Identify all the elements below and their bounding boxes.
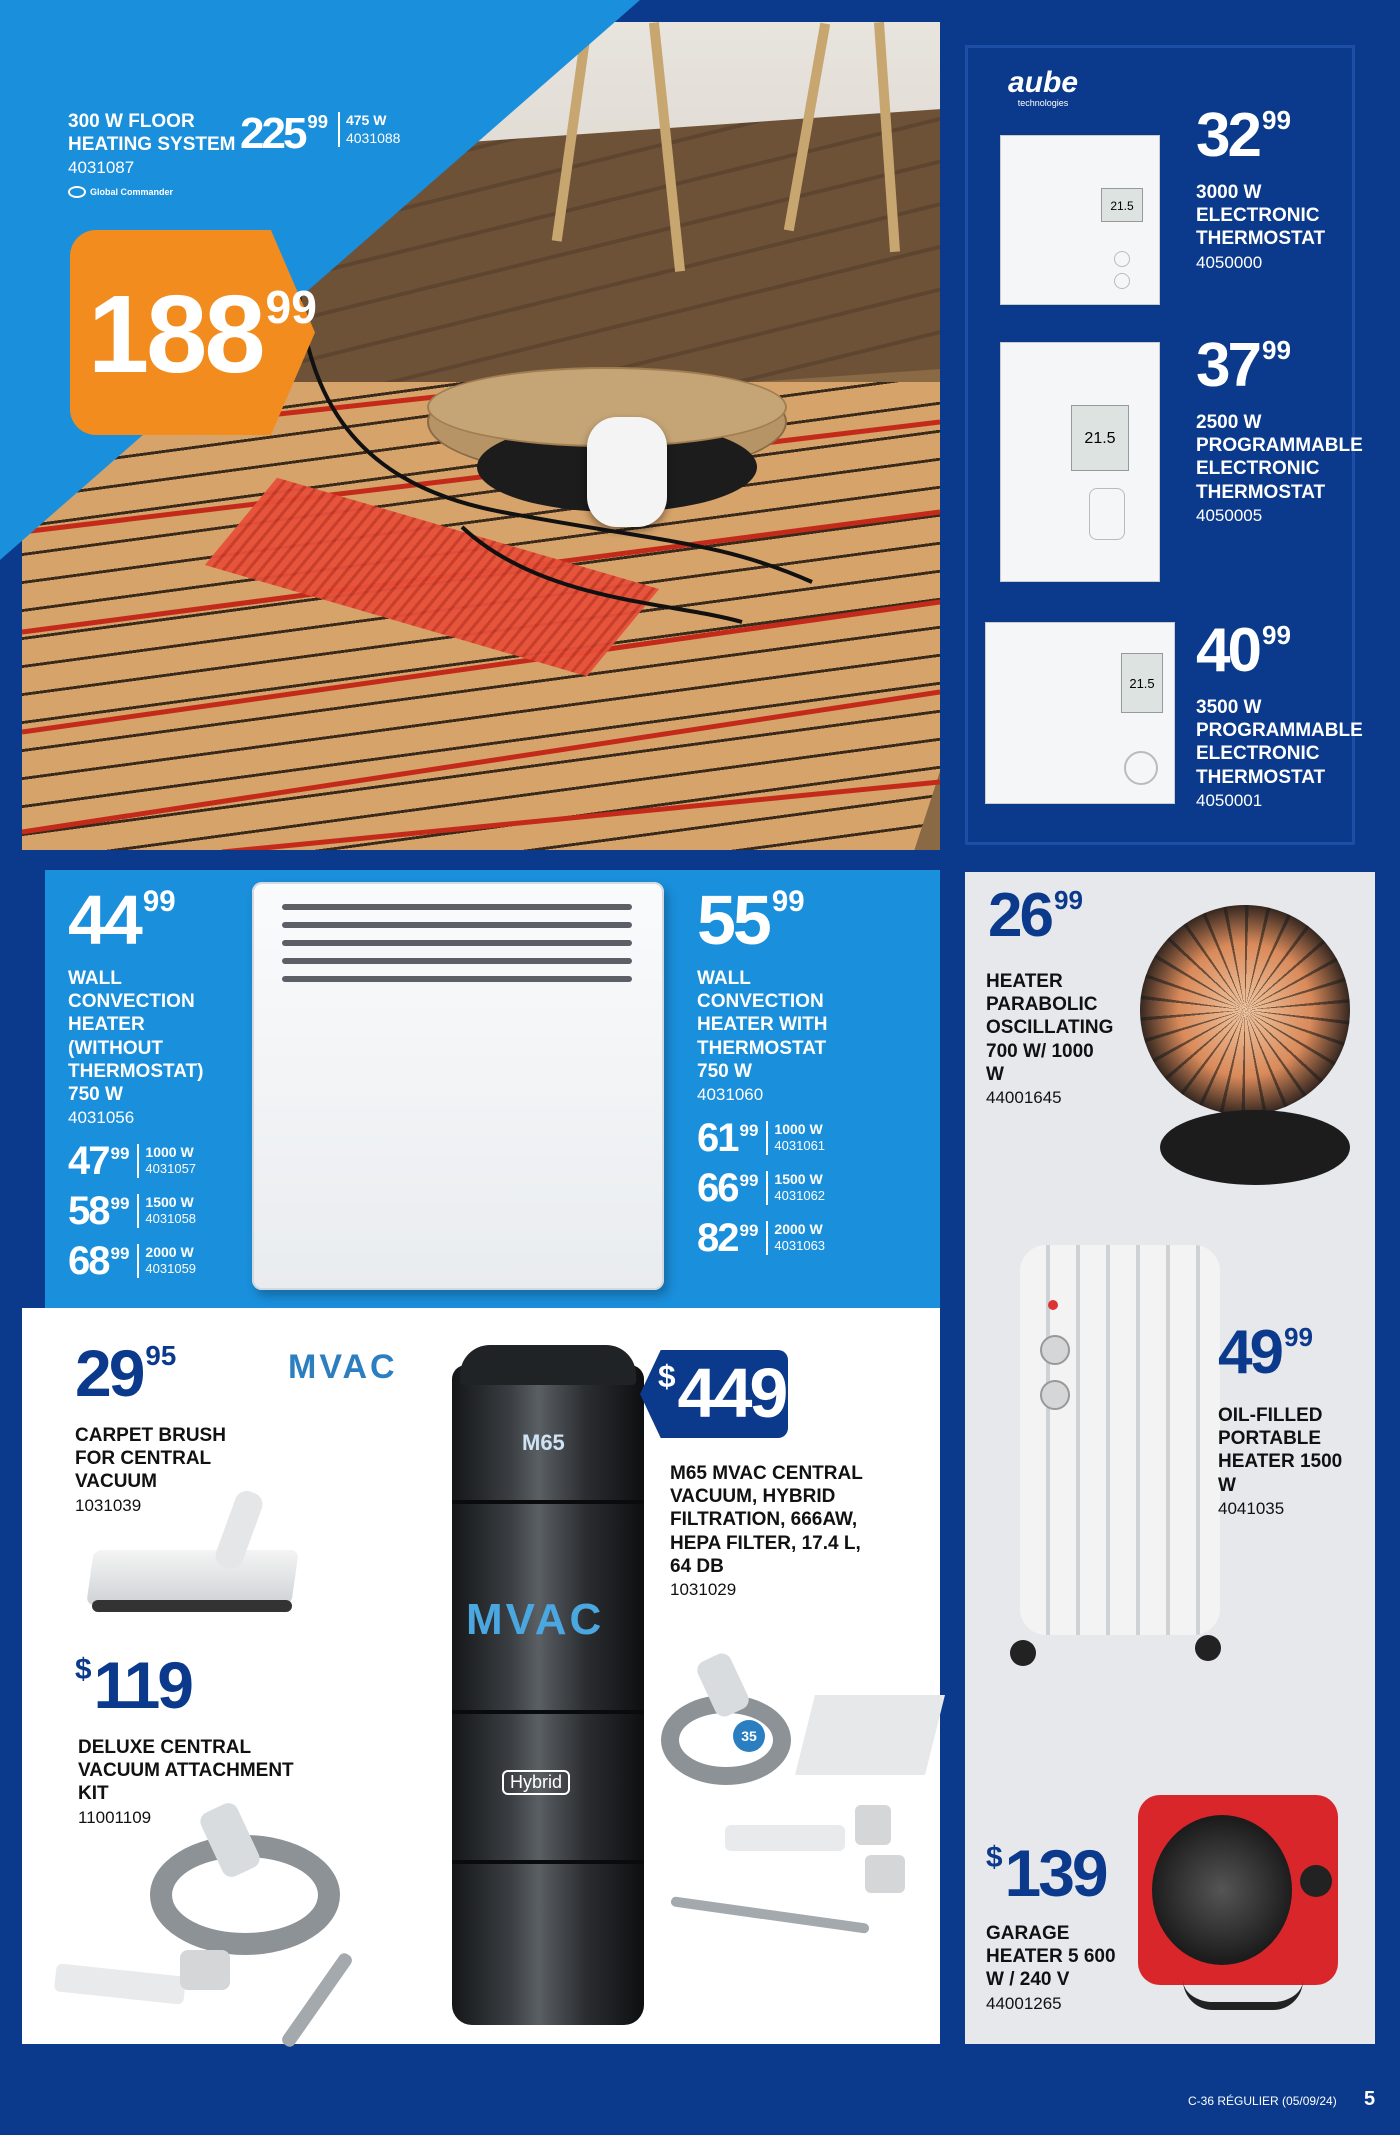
attachment-kit-image — [50, 1805, 400, 2030]
vac-band — [452, 1860, 644, 1864]
acc-storage-bag — [795, 1695, 945, 1775]
vac-hybrid-label: Hybrid — [502, 1770, 570, 1795]
price-dollars: 68 — [68, 1238, 109, 1283]
oil-heater-info — [1218, 1318, 1313, 1387]
central-vac-title: M65 MVAC CENTRAL VACUUM, HYBRID FILTRATION, 666AW, HEPA FILTER, 17.4 L, 64 DB — [670, 1463, 863, 1577]
price-cents: 99 — [1261, 335, 1291, 366]
thermostat-1-title: 3000 W ELECTRONIC THERMOSTAT — [1196, 182, 1326, 250]
floor-main-price — [88, 273, 317, 396]
price-dollars: 61 — [697, 1115, 738, 1160]
price-currency: $ — [658, 1358, 676, 1395]
variant-sku: 4031063 — [774, 1238, 826, 1254]
oil-heater-sku: 4041035 — [1218, 1498, 1285, 1518]
price-dollars: 29 — [75, 1336, 143, 1410]
convection-no-thermo-info — [68, 881, 238, 1286]
thermostat-3-title: 3500 W PROGRAMMABLE ELECTRONIC THERMOSTAT — [1196, 697, 1363, 788]
vent-slot — [282, 958, 632, 964]
oil-heater-title: OIL-FILLED PORTABLE HEATER 1500 W — [1218, 1405, 1343, 1496]
central-vac-text — [670, 1462, 885, 1602]
variant-row — [697, 1163, 867, 1213]
oil-heater-dial — [1040, 1335, 1070, 1365]
convection-no-thermo-watt: 750 W — [68, 1083, 123, 1105]
price-cents: 99 — [1283, 1322, 1313, 1353]
parabolic-price — [988, 881, 1083, 950]
price-cents: 99 — [739, 1120, 759, 1140]
vent-slot — [282, 904, 632, 910]
aube-logo — [1008, 68, 1078, 108]
garage-heater-sku: 44001265 — [986, 1993, 1062, 2013]
brush-base — [92, 1600, 292, 1612]
price-dollars: 44 — [68, 881, 140, 959]
price-cents: 99 — [739, 1220, 759, 1240]
mvac-logo: MVAC — [288, 1348, 398, 1386]
price-cents: 99 — [265, 280, 317, 333]
page-number: 5 — [1364, 2088, 1376, 2110]
brush-head — [86, 1550, 299, 1605]
thermostat-device-3 — [985, 622, 1175, 804]
thermostat-device-2 — [1000, 342, 1160, 582]
acc-wand — [670, 1896, 869, 1934]
acc-floor-tool — [725, 1825, 845, 1851]
parabolic-heater-base — [1160, 1110, 1350, 1185]
price-cents: 99 — [307, 111, 328, 133]
convection-no-thermo-sku: 4031056 — [68, 1108, 135, 1128]
vent-slot — [282, 940, 632, 946]
convection-thermo-info — [697, 881, 867, 1263]
variant-sku: 4031062 — [774, 1188, 826, 1204]
thermostat-1-info — [1196, 101, 1336, 274]
convection-no-thermo-price — [68, 881, 238, 959]
kit-brush-tool — [180, 1950, 230, 1990]
acc-hose-length-badge: 35 — [733, 1720, 765, 1752]
thermostat-2-price — [1196, 331, 1346, 400]
garage-heater-price — [986, 1836, 1106, 1910]
floor-title — [68, 110, 236, 198]
variant-watt: 1500 W — [774, 1170, 823, 1187]
brand-logo-icon — [68, 186, 86, 198]
carpet-brush-price — [75, 1336, 177, 1410]
price-cents: 99 — [110, 1143, 130, 1163]
convection-no-thermo-title: WALL CONVECTION HEATER (WITHOUT THERMOSTAT) — [68, 968, 204, 1082]
price-currency: $ — [986, 1840, 1003, 1874]
acc-tool — [855, 1805, 891, 1845]
variant-sku: 4031088 — [345, 129, 401, 146]
price-dollars: 119 — [93, 1648, 191, 1722]
oil-heater-price — [1218, 1318, 1313, 1387]
variant-sku: 4031057 — [145, 1161, 197, 1177]
floor-title-line2: HEATING SYSTEM — [68, 134, 236, 156]
parabolic-info — [988, 881, 1083, 950]
convection-thermo-sku: 4031060 — [697, 1084, 764, 1104]
variant-watt: 2000 W — [774, 1220, 823, 1237]
thermostat-1-sku: 4050000 — [1196, 252, 1263, 272]
parabolic-sku: 44001645 — [986, 1087, 1062, 1107]
variant-row — [68, 1186, 238, 1236]
price-cents: 99 — [771, 885, 805, 919]
thermostat-dial — [1124, 751, 1158, 785]
aube-brand-sub: technologies — [1017, 98, 1069, 108]
floor-brand — [68, 186, 236, 198]
garage-heater-grill — [1152, 1815, 1292, 1965]
price-cents: 99 — [142, 885, 176, 919]
variant-row — [697, 1113, 867, 1163]
carpet-brush-image — [90, 1490, 300, 1630]
attachment-kit-info — [75, 1648, 191, 1722]
price-cents: 99 — [110, 1243, 130, 1263]
thermostat-2-title: 2500 W PROGRAMMABLE ELECTRONIC THERMOSTAT — [1196, 412, 1363, 503]
thermostat-1-price — [1196, 101, 1336, 170]
oil-heater-light — [1048, 1300, 1058, 1310]
thermostat-screen: 21.5 — [1121, 653, 1163, 713]
vac-band — [452, 1710, 644, 1714]
floor-brand-name: Global Commander — [90, 187, 174, 198]
price-cents: 95 — [145, 1340, 177, 1372]
price-currency: $ — [75, 1652, 92, 1686]
carpet-brush-info — [75, 1336, 177, 1410]
thermostat-2-sku: 4050005 — [1196, 505, 1263, 525]
thermostat-button-down — [1114, 273, 1130, 289]
floor-alt-variant — [338, 112, 401, 147]
floor-alt-price-value — [240, 109, 328, 158]
thermostat-3-price — [1196, 616, 1346, 685]
garage-heater-text — [986, 1922, 1131, 2015]
price-dollars: 26 — [988, 881, 1051, 950]
garage-heater-info — [986, 1836, 1106, 1910]
thermostat-2-info — [1196, 331, 1363, 527]
variant-watt: 475 W — [345, 112, 387, 128]
price-dollars: 37 — [1196, 331, 1259, 400]
oil-heater-wheel — [1195, 1635, 1221, 1661]
price-dollars: 139 — [1004, 1836, 1106, 1910]
oil-heater-dial — [1040, 1380, 1070, 1410]
price-dollars: 49 — [1218, 1318, 1281, 1387]
central-vac-price — [658, 1354, 786, 1432]
thermostat-screen: 21.5 — [1071, 405, 1129, 471]
price-cents: 99 — [110, 1193, 130, 1213]
convection-thermo-watt: 750 W — [697, 1060, 752, 1082]
floor-sku: 4031087 — [68, 158, 135, 178]
price-cents: 99 — [1053, 885, 1083, 916]
convection-no-thermo-variants — [68, 1136, 238, 1286]
garage-heater-image — [1128, 1795, 1343, 2015]
vac-band — [452, 1500, 644, 1504]
oil-heater-image — [1020, 1245, 1220, 1665]
variant-sku: 4031058 — [145, 1211, 197, 1227]
floor-alt-price — [240, 109, 401, 158]
thermostat-screen: 21.5 — [1101, 188, 1143, 222]
oil-heater-wheel — [1010, 1640, 1036, 1666]
thermostat-3-info — [1196, 616, 1363, 812]
price-dollars: 55 — [697, 881, 769, 959]
price-dollars: 82 — [697, 1215, 738, 1260]
vent-slot — [282, 976, 632, 982]
attachment-kit-title: DELUXE CENTRAL VACUUM ATTACHMENT KIT — [78, 1737, 294, 1805]
vac-model-label: M65 — [522, 1430, 565, 1455]
price-dollars: 66 — [697, 1165, 738, 1210]
price-dollars: 47 — [68, 1138, 109, 1183]
convection-thermo-price — [697, 881, 867, 959]
garage-heater-knob — [1300, 1865, 1332, 1897]
central-vac-accessories — [655, 1655, 945, 1975]
garage-heater-stand — [1183, 1980, 1303, 2010]
price-dollars: 40 — [1196, 616, 1259, 685]
vac-lid — [460, 1345, 636, 1385]
parabolic-title: HEATER PARABOLIC OSCILLATING 700 W/ 1000 W — [986, 971, 1114, 1085]
vac-body — [452, 1365, 644, 2025]
attachment-kit-sku: 11001109 — [78, 1807, 152, 1827]
vent-slot — [282, 922, 632, 928]
convection-thermo-title: WALL CONVECTION HEATER WITH THERMOSTAT — [697, 968, 828, 1059]
thermostat-3-sku: 4050001 — [1196, 790, 1263, 810]
variant-watt: 1000 W — [145, 1143, 194, 1160]
thermostat-device-1 — [1000, 135, 1160, 305]
variant-sku: 4031061 — [774, 1138, 826, 1154]
floor-title-line1: 300 W FLOOR — [68, 111, 195, 132]
acc-tool — [865, 1855, 905, 1893]
carpet-brush-title: CARPET BRUSH FOR CENTRAL VACUUM — [75, 1425, 226, 1493]
price-dollars: 188 — [88, 273, 263, 396]
variant-row — [68, 1136, 238, 1186]
convection-thermo-variants — [697, 1113, 867, 1263]
vac-brand-label: MVAC — [466, 1595, 605, 1644]
price-cents: 99 — [1261, 620, 1291, 651]
thermostat-button-up — [1114, 251, 1130, 267]
variant-watt: 1000 W — [774, 1120, 823, 1137]
price-cents: 99 — [739, 1170, 759, 1190]
variant-watt: 1500 W — [145, 1193, 194, 1210]
price-cents: 99 — [1261, 105, 1291, 136]
variant-watt: 2000 W — [145, 1243, 194, 1260]
footer-code: C-36 RÉGULIER (05/09/24) — [1188, 2094, 1337, 2108]
price-dollars: 225 — [240, 109, 305, 158]
thermostat-buttons — [1089, 488, 1125, 540]
central-vac-sku: 1031029 — [670, 1579, 737, 1599]
carpet-brush-sku: 1031039 — [75, 1495, 142, 1515]
price-dollars: 449 — [677, 1354, 786, 1432]
oil-heater-text — [1218, 1404, 1348, 1520]
price-dollars: 58 — [68, 1188, 109, 1233]
convection-heater-image — [252, 882, 664, 1290]
variant-row — [68, 1236, 238, 1286]
central-vac-image — [452, 1345, 644, 2035]
variant-row — [697, 1213, 867, 1263]
variant-sku: 4031059 — [145, 1261, 197, 1277]
parabolic-text — [986, 970, 1116, 1110]
aube-brand: aube — [1008, 66, 1079, 99]
attachment-kit-price — [75, 1648, 191, 1722]
garage-heater-title: GARAGE HEATER 5 600 W / 240 V — [986, 1923, 1116, 1991]
kit-floor-tool — [54, 1963, 186, 2004]
price-dollars: 32 — [1196, 101, 1259, 170]
parabolic-heater-grill — [1140, 905, 1350, 1115]
